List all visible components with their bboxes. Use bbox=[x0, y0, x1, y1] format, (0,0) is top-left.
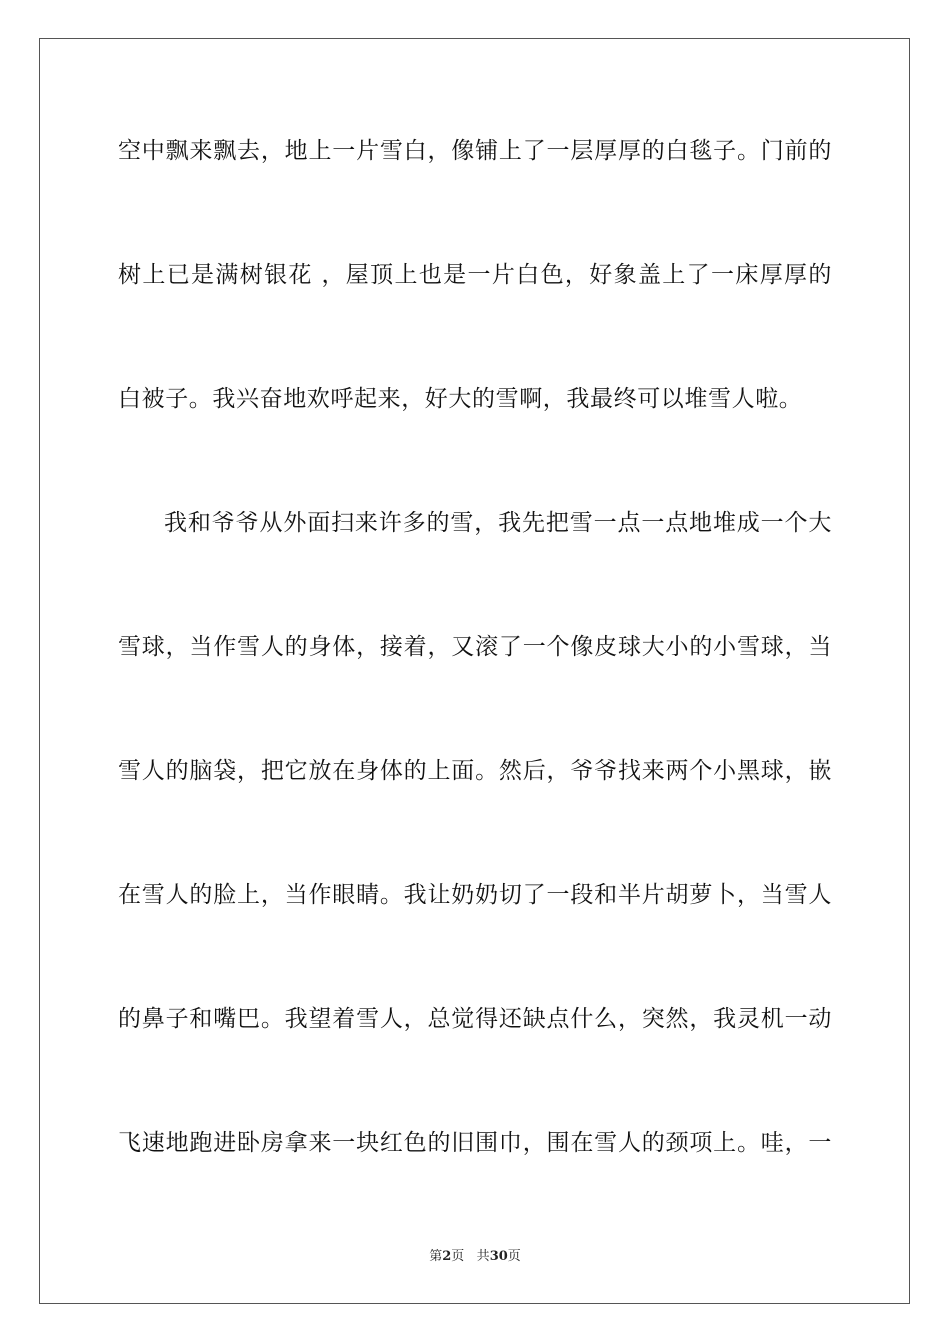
text-line-6: 雪人的脑袋，把它放在身体的上面。然后，爷爷找来两个小黑球，嵌 bbox=[118, 758, 832, 784]
text-line-2: 树上已是满树银花 ，屋顶上也是一片白色，好象盖上了一床厚厚的 bbox=[118, 262, 832, 288]
page-number: 2 bbox=[442, 1249, 452, 1264]
text-line-1: 空中飘来飘去，地上一片雪白，像铺上了一层厚厚的白毯子。门前的 bbox=[118, 138, 832, 164]
text-line-4: 我和爷爷从外面扫来许多的雪，我先把雪一点一点地堆成一个大 bbox=[164, 510, 832, 536]
text-line-7: 在雪人的脸上，当作眼睛。我让奶奶切了一段和半片胡萝卜，当雪人 bbox=[118, 882, 832, 908]
text-line-8: 的鼻子和嘴巴。我望着雪人，总觉得还缺点什么，突然，我灵机一动 bbox=[118, 1006, 832, 1032]
page-border bbox=[39, 38, 910, 1304]
text-line-5: 雪球，当作雪人的身体，接着，又滚了一个像皮球大小的小雪球，当 bbox=[118, 634, 832, 660]
text-line-3: 白被子。我兴奋地欢呼起来，好大的雪啊，我最终可以堆雪人啦。 bbox=[118, 386, 803, 412]
page-footer bbox=[0, 1248, 950, 1266]
page-prefix: 第 bbox=[429, 1249, 443, 1264]
text-line-9: 飞速地跑进卧房拿来一块红色的旧围巾，围在雪人的颈项上。哇，一 bbox=[118, 1130, 832, 1156]
total-suffix: 页 bbox=[507, 1249, 521, 1264]
total-prefix: 共 bbox=[476, 1249, 490, 1264]
total-pages: 30 bbox=[489, 1249, 508, 1264]
page-suffix: 页 bbox=[451, 1249, 465, 1264]
